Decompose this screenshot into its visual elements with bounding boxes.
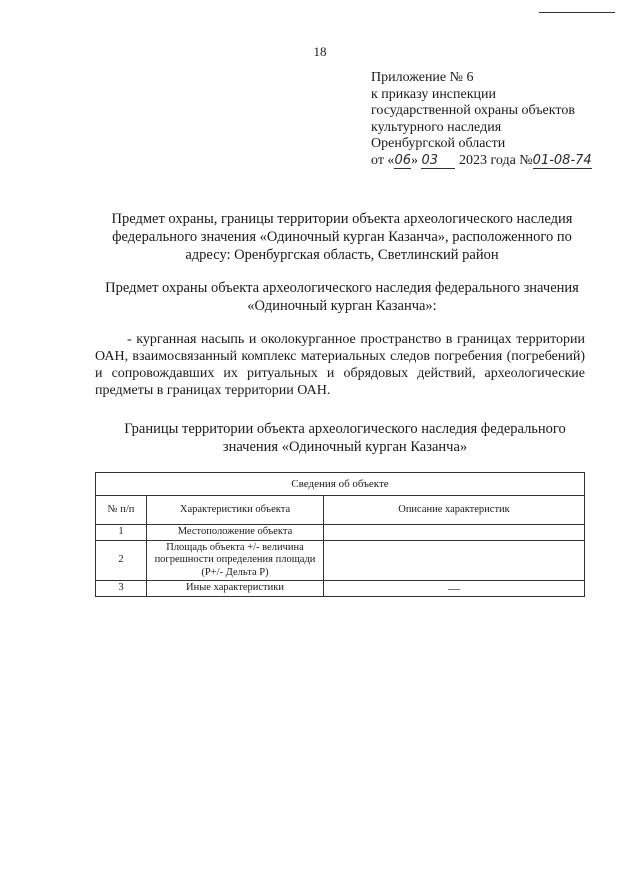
table-row <box>96 525 585 541</box>
row-characteristic: Иные характеристики <box>147 581 324 597</box>
table-caption: Сведения об объекте <box>96 473 585 496</box>
date-day: 06 <box>394 152 411 168</box>
order-number: 01-08-74 <box>532 152 592 168</box>
date-month: 03 <box>421 154 455 169</box>
date-prefix: от « <box>371 152 395 168</box>
header-characteristics: Характеристики объекта <box>147 496 324 525</box>
appendix-line: Оренбургской области <box>371 136 506 151</box>
appendix-block <box>371 70 621 169</box>
date-year: 2023 года № <box>455 152 533 168</box>
appendix-date-line <box>371 153 621 170</box>
header-description: Описание характеристик <box>324 496 585 525</box>
top-rule <box>539 12 615 13</box>
table-row <box>96 540 585 581</box>
table-row <box>96 581 585 597</box>
row-description <box>324 525 585 541</box>
page-number: 18 <box>313 44 327 59</box>
row-characteristic: Площадь объекта +/- величина погрешности определения площади (Р+/- Дельта Р) <box>147 540 324 581</box>
document-title: Предмет охраны, границы территории объекта археологического наследия федерального значения «Одиночный курган Казанча», расположенного по адресу: Оренбургская область, Светлинский район <box>111 211 573 263</box>
protection-subject-text: - курганная насыпь и околокурганное пространство в границах территории ОАН, взаимосвязанный комплекс материальных следов погребения (погребений) и сопровождавших их ритуальных и обрядовых действий, археологические предметы в границах территории ОАН. <box>95 332 585 398</box>
territory-boundaries-heading: Границы территории объекта археологического наследия федерального значения «Одиночный курган Казанча» <box>124 421 566 455</box>
appendix-line: Приложение № 6 <box>371 70 474 85</box>
header-number: № п/п <box>96 496 147 525</box>
appendix-line: культурного наследия <box>371 119 502 135</box>
row-number: 3 <box>96 581 147 597</box>
row-number: 2 <box>96 540 147 581</box>
date-mid: » <box>410 152 422 168</box>
appendix-line: государственной охраны объектов <box>371 103 575 118</box>
appendix-line: к приказу инспекции <box>371 86 497 102</box>
object-info-table <box>95 472 585 597</box>
row-description: — <box>324 581 585 597</box>
row-number: 1 <box>96 525 147 541</box>
protection-subject-heading: Предмет охраны объекта археологического наследия федерального значения «Одиночный курган Казанча»: <box>105 280 579 314</box>
row-description <box>324 540 585 581</box>
row-characteristic: Местоположение объекта <box>147 525 324 541</box>
